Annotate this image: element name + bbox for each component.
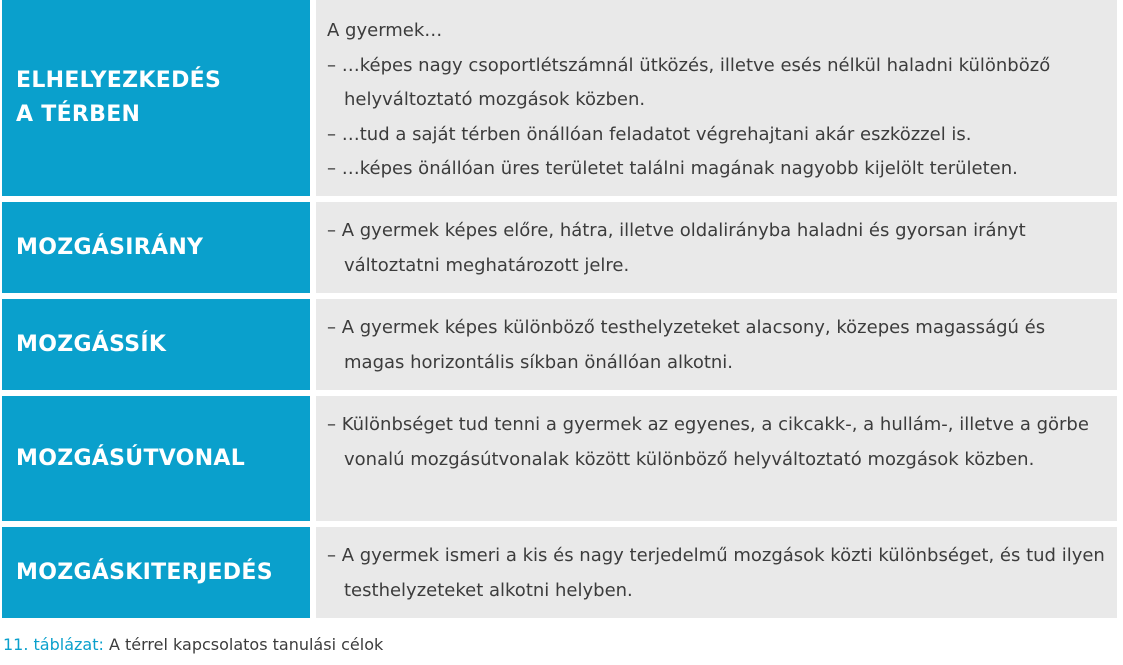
row-content [316, 202, 1117, 293]
row-label [2, 396, 310, 521]
table-row-mozgasirany [2, 202, 1117, 293]
row-label-line: MOZGÁSKITERJEDÉS [16, 559, 273, 585]
row-label [2, 0, 310, 196]
caption-text: A térrel kapcsolatos tanulási célok [103, 635, 384, 654]
table-row-mozgasutvonal [2, 396, 1117, 521]
row-content [316, 299, 1117, 390]
table-row-elhelyezkedes [2, 0, 1117, 196]
row-intro: A gyermek… [327, 20, 443, 41]
list-item: – …képes nagy csoportlétszámnál ütközés, illetve esés nélkül haladni különböző helyváltoztató mozgások közben. [327, 54, 1051, 110]
row-label [2, 527, 310, 618]
row-label [2, 299, 310, 390]
list-item: – A gyermek képes különböző testhelyzeteket alacsony, közepes magasságú és magas horizontális síkban önállóan alkotni. [327, 317, 1046, 373]
caption-number: 11. táblázat: [3, 635, 104, 654]
row-label-line: MOZGÁSIRÁNY [16, 234, 204, 260]
row-label-line: MOZGÁSSÍK [16, 331, 167, 357]
row-label-line: ELHELYEZKEDÉS [16, 68, 222, 93]
table-row-mozgassik [2, 299, 1117, 390]
list-item: – A gyermek képes előre, hátra, illetve oldalirányba haladni és gyorsan irányt változtatni meghatározott jelre. [327, 220, 1026, 276]
list-item: – …tud a saját térben önállóan feladatot végrehajtani akár eszközzel is. [327, 123, 972, 145]
learning-goals-table [2, 0, 1117, 624]
row-label-line: MOZGÁSÚTVONAL [16, 445, 246, 471]
list-item: – …képes önállóan üres területet találni magának nagyobb kijelölt területen. [327, 158, 1018, 179]
row-content [316, 396, 1117, 521]
table-row-mozgaskiterjedes [2, 527, 1117, 618]
list-item: – A gyermek ismeri a kis és nagy terjedelmű mozgások közti különbséget, és tud ilyen testhelyzeteket alkotni helyben. [327, 545, 1105, 601]
row-label [2, 202, 310, 293]
row-label-line: A TÉRBEN [16, 102, 141, 127]
row-content [316, 527, 1117, 618]
list-item: – Különbséget tud tenni a gyermek az egyenes, a cikcakk-, a hullám-, illetve a görbe vonalú mozgásútvonalak között különböző helyváltoztató mozgások közben. [327, 414, 1089, 470]
table-caption [3, 634, 383, 656]
row-content [316, 0, 1117, 196]
